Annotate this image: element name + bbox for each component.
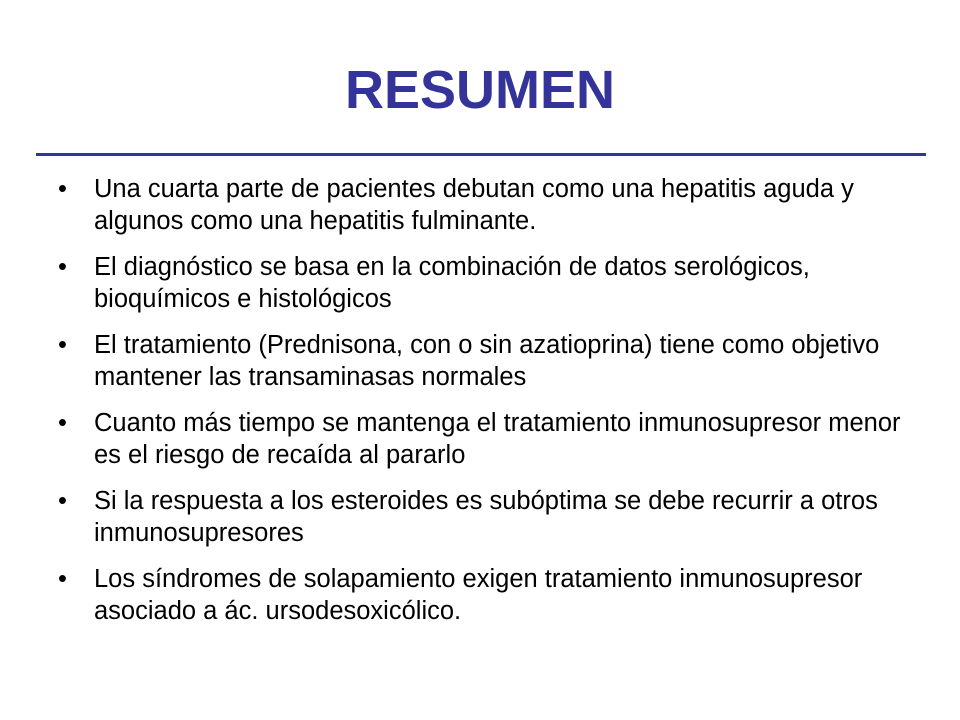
bullet-text: Una cuarta parte de pacientes debutan como una hepatitis aguda y algunos como una hepatitis fulminante.: [94, 175, 854, 235]
bullet-item: [58, 173, 928, 237]
bullet-marker: •: [58, 331, 67, 359]
bullet-item: [58, 563, 928, 627]
bullet-marker: •: [58, 487, 67, 515]
bullet-text: Si la respuesta a los esteroides es subóptima se debe recurrir a otros inmunosupresores: [94, 487, 878, 547]
bullet-text: Cuanto más tiempo se mantenga el tratamiento inmunosupresor menor es el riesgo de recaída al pararlo: [94, 409, 901, 469]
bullet-marker: •: [58, 253, 67, 281]
slide-title: RESUMEN: [344, 60, 616, 120]
bullet-text: El diagnóstico se basa en la combinación de datos serológicos, bioquímicos e histológicos: [94, 253, 810, 313]
bullet-item: [58, 329, 928, 393]
bullet-marker: •: [58, 565, 67, 593]
bullet-text: Los síndromes de solapamiento exigen tratamiento inmunosupresor asociado a ác. ursodesoxicólico.: [94, 565, 863, 625]
bullet-item: [58, 485, 928, 549]
bullet-item: [58, 251, 928, 315]
bullet-text: El tratamiento (Prednisona, con o sin azatioprina) tiene como objetivo mantener las transaminasas normales: [94, 331, 880, 391]
bullet-marker: •: [58, 409, 67, 437]
title-divider: [36, 153, 926, 156]
bullet-list: [58, 173, 928, 641]
bullet-marker: •: [58, 175, 67, 203]
bullet-item: [58, 407, 928, 471]
